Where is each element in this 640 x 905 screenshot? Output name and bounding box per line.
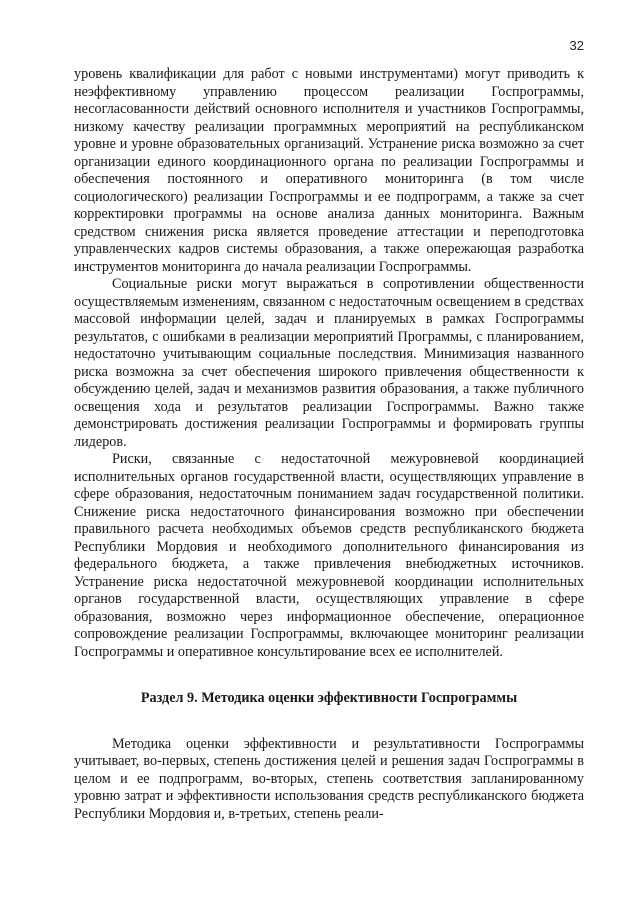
document-body (74, 66, 584, 823)
paragraph-coordination-risks: Риски, связанные с недостаточной межуровневой координацией исполнительных органов государственной власти, осуществляющих управление в сфере образования, недостаточным пониманием задач государственной политики. Снижение риска недостаточного финансирования возможно при обеспечении правильного расчета необходимых объемов средств республиканского бюджета Республики Мордовия и необходимого дополнительного финансирования из федерального бюджета, а также привлечения внебюджетных источников. Устранение риска недостаточной межуровневой координации исполнительных органов государственной власти, осуществляющих управление в сфере образования, возможно через информационное обеспечение, операционное сопровождение реализации Госпрограммы, включающее мониторинг реализации Госпрограммы и оперативное консультирование всех ее исполнителей. (74, 451, 584, 660)
section-heading: Раздел 9. Методика оценки эффективности Госпрограммы (140, 690, 518, 706)
paragraph-methodology: Методика оценки эффективности и результативности Госпрограммы учитывает, во-первых, степень достижения целей и решения задач Госпрограммы в целом и ее подпрограмм, во-вторых, степень соответствия запланированному уровню затрат и эффективности использования средств республиканского бюджета Республики Мордовия и, в-третьих, степень реали- (74, 735, 584, 822)
document-page (74, 0, 584, 905)
paragraph-continuation: уровень квалификации для работ с новыми инструментами) могут приводить к неэффективному управлению процессом реализации Госпрограммы, несогласованности действий основного исполнителя и участников Госпрограммы, низкому качеству реализации программных мероприятий на республиканском уровне и уровне образовательных организаций. Устранение риска возможно за счет организации единого координационного органа по реализации Госпрограммы и обеспечения постоянного и оперативного мониторинга (в том числе социологического) реализации Госпрограммы и ее подпрограмм, а также за счет корректировки программы на основе анализа данных мониторинга. Важным средством снижения риска является проведение аттестации и переподготовка управленческих кадров системы образования, а также опережающая разработка инструментов мониторинга до начала реализации Госпрограммы. (74, 66, 584, 275)
paragraph-social-risks: Социальные риски могут выражаться в сопротивлении общественности осуществляемым изменениям, связанном с недостаточным освещением в средствах массовой информации целей, задач и планируемых в рамках Госпрограммы результатов, с ошибками в реализации мероприятий Программы, с планированием, недостаточно учитывающим социальные последствия. Минимизация названного риска возможна за счет обеспечения широкого привлечения общественности к обсуждению целей, задач и механизмов развития образования, а также публичного освещения хода и результатов реализации Госпрограммы. Важно также демонстрировать достижения реализации Госпрограммы и формировать группы лидеров. (74, 276, 584, 450)
page-number: 32 (569, 38, 584, 53)
